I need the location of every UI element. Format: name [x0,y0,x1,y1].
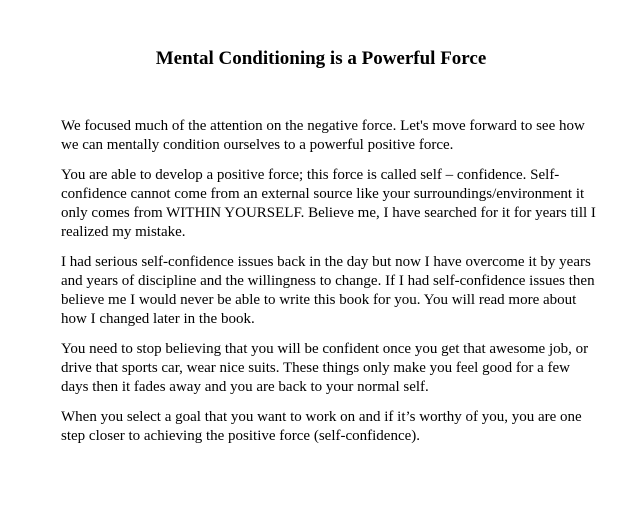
paragraph-4: You need to stop believing that you will be confident once you get that awesome job, or drive that sports car, wear nice suits. These things only make you feel good for a few days then it fades away and you are back to your normal self. [61,341,589,395]
document-title: Mental Conditioning is a Powerful Force [155,48,487,69]
paragraph-1: We focused much of the attention on the negative force. Let's move forward to see how we can mentally condition ourselves to a powerful positive force. [61,118,585,153]
paragraph-5: When you select a goal that you want to work on and if it’s worthy of you, you are one step closer to achieving the positive force (self-confidence). [61,409,582,444]
document-body [61,117,601,457]
paragraph-2: You are able to develop a positive force; this force is called self – confidence. Self-confidence cannot come from an external source like your surroundings/environment it only comes from WITHIN YOURSELF. Believe me, I have searched for it for years till I realized my mistake. [61,167,596,240]
paragraph-3: I had serious self-confidence issues back in the day but now I have overcome it by years and years of discipline and the willingness to change. If I had self-confidence issues then believe me I would never be able to write this book for you. You will read more about how I changed later in the book. [61,254,595,327]
